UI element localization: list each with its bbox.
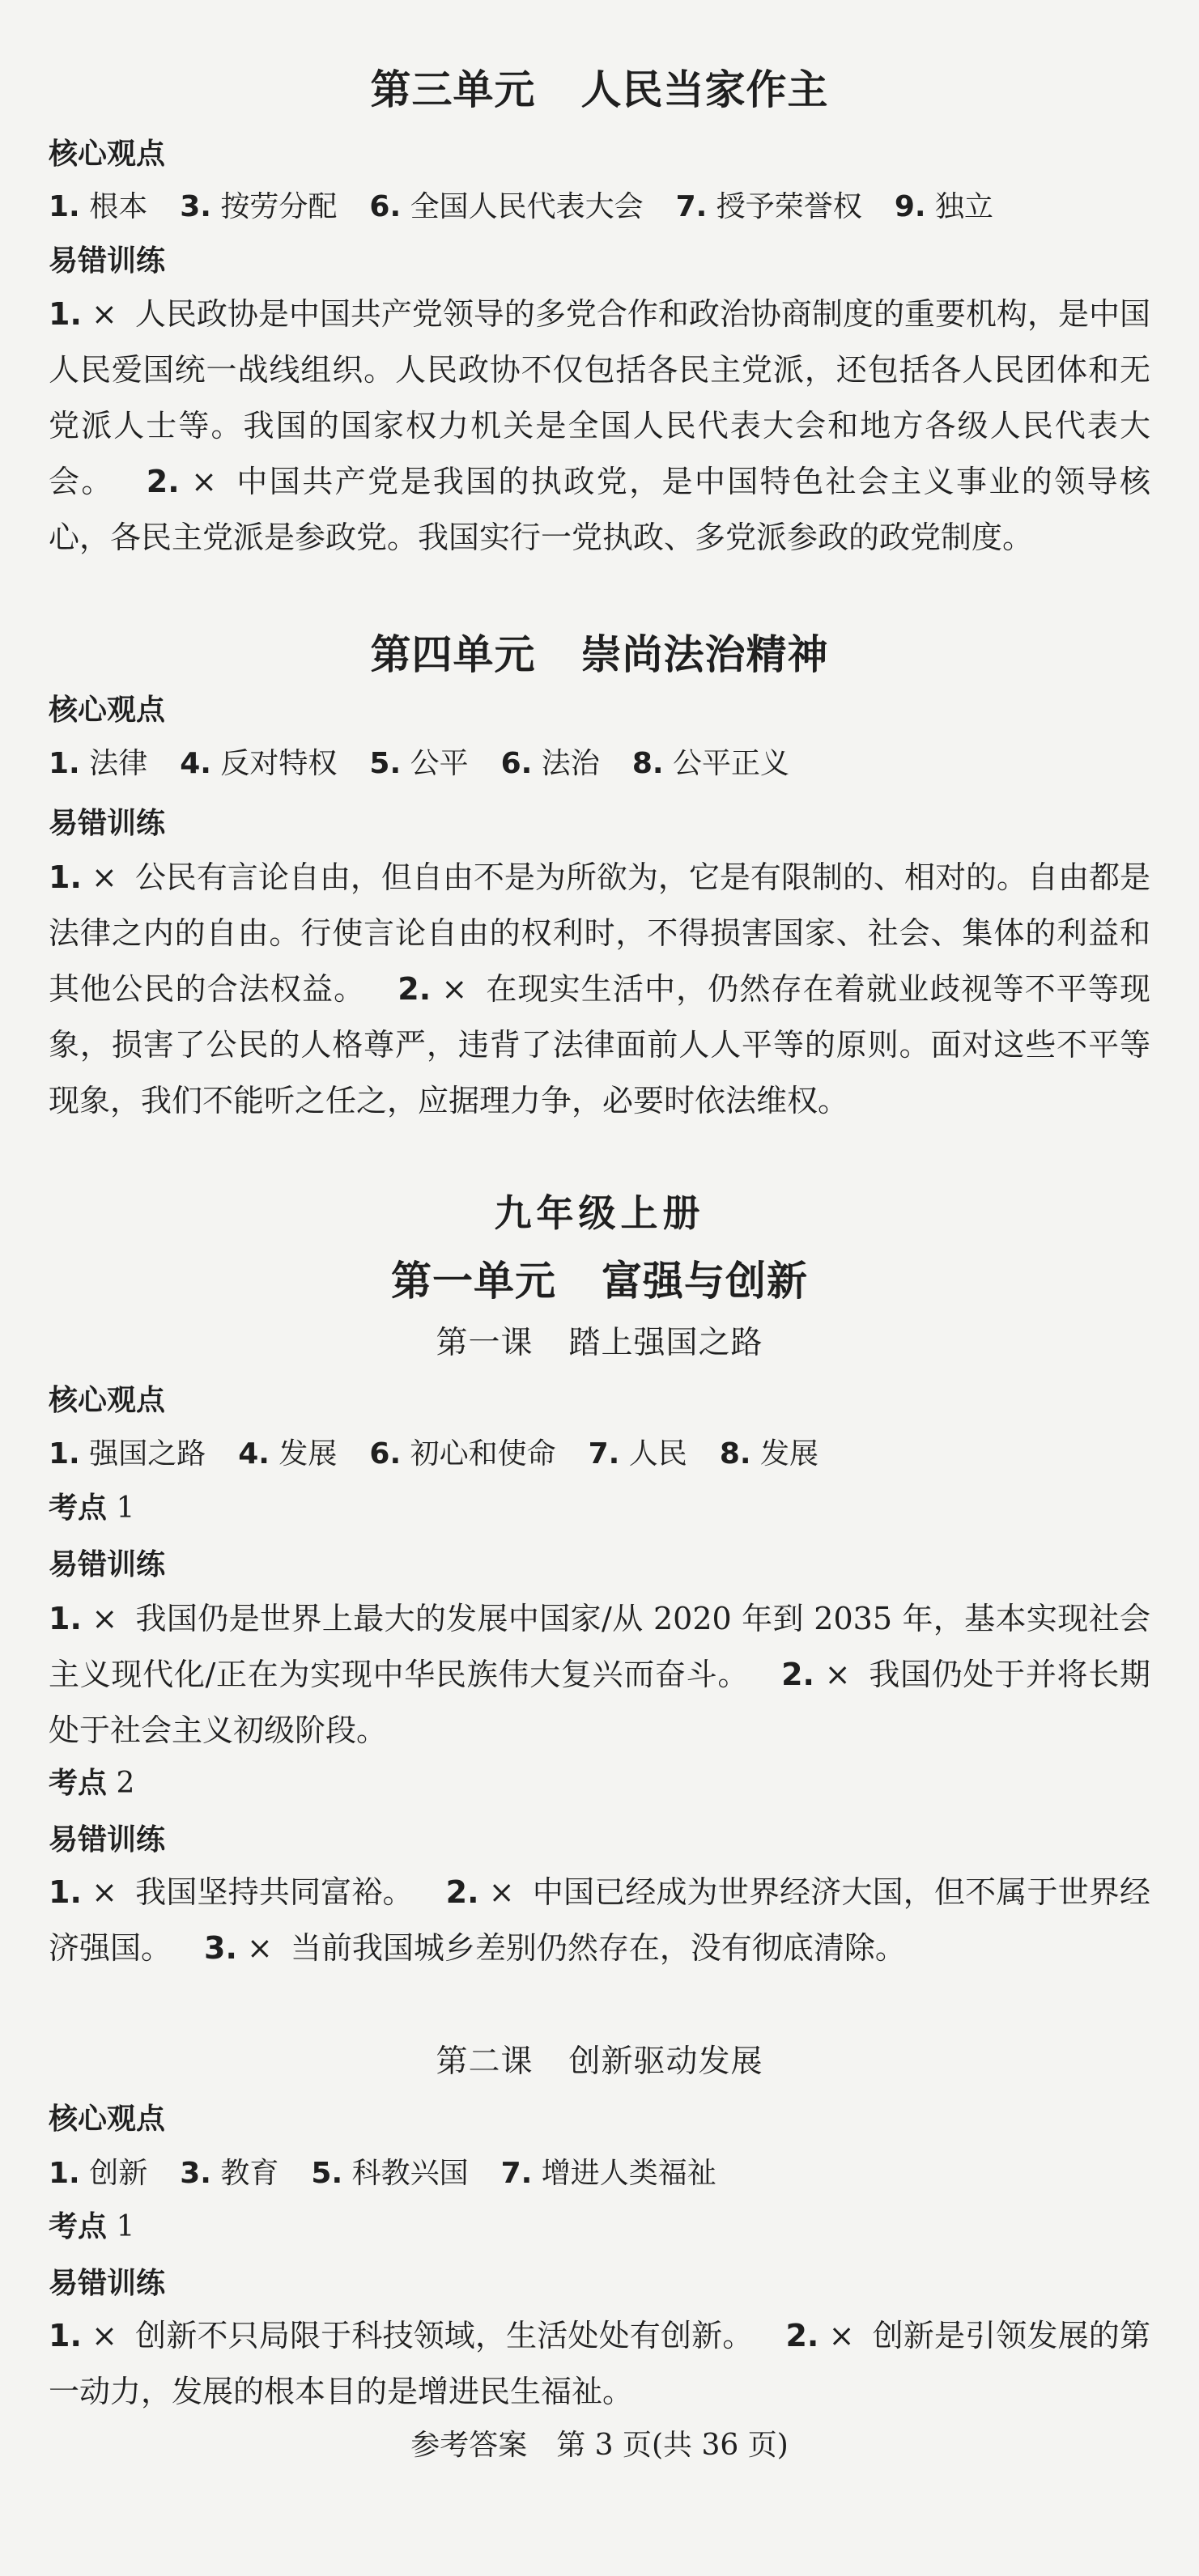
section-heading: 易错训练: [49, 807, 166, 840]
error-training-text: 1. × 人民政协是中国共产党领导的多党合作和政治协商制度的重要机构，是中国人民爱国统一战线组织。人民政协不仅包括各民主党派，还包括各人民团体和无党派人士等。我国的国家权力机关是全国人民代表大会和地方各级人民代表大会。 2. × 中国共产党是我国的执政党，是中国特色社会主义事业的领导核心，各民主党派是参政党。我国实行一党执政、多党派参政的政党制度。: [49, 296, 1150, 555]
core-answers: 1. 根本 3. 按劳分配 6. 全国人民代表大会 7. 授予荣誉权 9. 独立: [49, 190, 994, 223]
section-heading: 核心观点: [49, 1384, 166, 1417]
core-answers: 1. 强国之路 4. 发展 6. 初心和使命 7. 人民 8. 发展: [49, 1437, 819, 1470]
unit-title: 第一单元 富强与创新: [391, 1258, 808, 1305]
section-heading: 易错训练: [49, 1823, 166, 1857]
lesson-title: 第二课 创新驱动发展: [436, 2043, 763, 2080]
exam-point-label: 考点 1: [49, 1492, 135, 1525]
section-heading: 易错训练: [49, 2267, 166, 2300]
unit-title: 第四单元 崇尚法治精神: [370, 631, 829, 678]
error-training-text: 1. × 我国坚持共同富裕。 2. × 中国已经成为世界经济大国，但不属于世界经济强国。 3. × 当前我国城乡差别仍然存在，没有彻底清除。: [49, 1874, 1150, 1966]
error-training-text: 1. × 创新不只局限于科技领域，生活处处有创新。 2. × 创新是引领发展的第一动力，发展的根本目的是增进民生福祉。: [49, 2318, 1150, 2409]
core-answers: 1. 法律 4. 反对特权 5. 公平 6. 法治 8. 公平正义: [49, 747, 790, 780]
section-heading: 核心观点: [49, 138, 166, 171]
exam-point-label: 考点 2: [49, 1767, 135, 1800]
error-training-text: 1. × 我国仍是世界上最大的发展中国家/从 2020 年到 2035 年，基本实现社会主义现代化/正在为实现中华民族伟大复兴而奋斗。 2. × 我国仍处于并将长期处于社会主义初级阶段。: [49, 1601, 1150, 1748]
error-training-text: 1. × 公民有言论自由，但自由不是为所欲为，它是有限制的、相对的。自由都是法律之内的自由。行使言论自由的权利时，不得损害国家、社会、集体的利益和其他公民的合法权益。 2. × 在现实生活中，仍然存在着就业歧视等不平等现象，损害了公民的人格尊严，违背了法律面前人人平等的原则。面对这些不平等现象，我们不能听之任之，应据理力争，必要时依法维权。: [49, 859, 1150, 1118]
book-title: 九年级上册: [494, 1191, 705, 1235]
section-heading: 易错训练: [49, 1548, 166, 1581]
section-heading: 核心观点: [49, 2103, 166, 2136]
unit-title: 第三单元 人民当家作主: [370, 66, 829, 113]
core-answers: 1. 创新 3. 教育 5. 科教兴国 7. 增进人类福祉: [49, 2157, 716, 2190]
section-heading: 易错训练: [49, 244, 166, 278]
exam-point-label: 考点 1: [49, 2210, 135, 2243]
page-footer: 参考答案 第 3 页(共 36 页): [410, 2429, 789, 2462]
lesson-title: 第一课 踏上强国之路: [436, 1325, 763, 1361]
section-heading: 核心观点: [49, 694, 166, 727]
